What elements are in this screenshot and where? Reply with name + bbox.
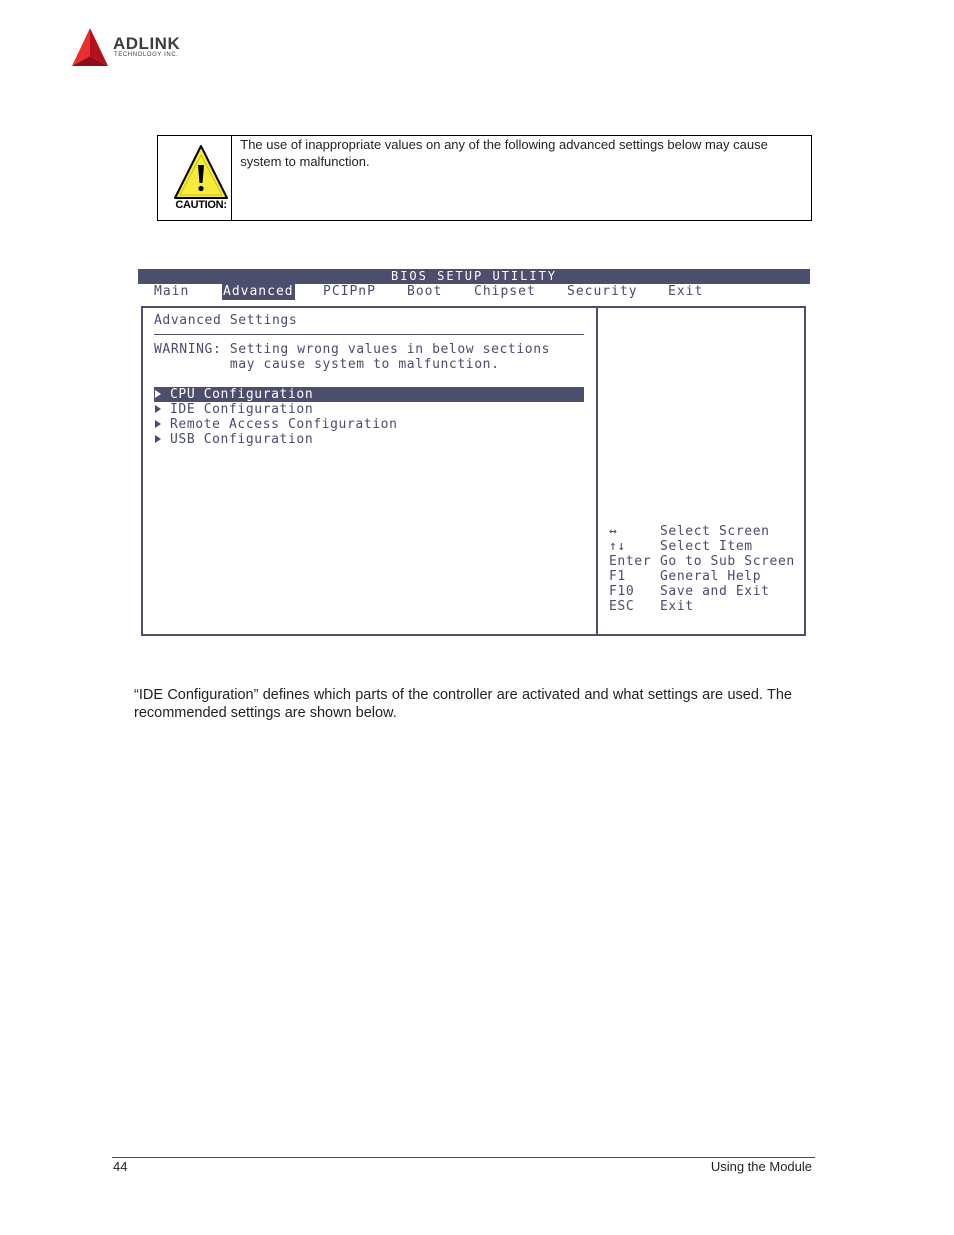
menu-security[interactable]: Security: [567, 284, 638, 299]
body-paragraph: “IDE Configuration” defines which parts of the controller are activated and what settings are used. The recommended settings are shown below.: [134, 687, 792, 721]
page-number: 44: [113, 1159, 128, 1174]
help-desc: Go to Sub Screen: [660, 554, 795, 569]
help-row: [609, 599, 795, 614]
logo-tagline: TECHNOLOGY INC.: [114, 52, 179, 58]
help-key: ESC: [609, 599, 635, 614]
submenu-arrow-icon: [155, 390, 161, 398]
item-label: Remote Access Configuration: [170, 417, 398, 432]
submenu-arrow-icon: [155, 420, 161, 428]
help-key: Enter: [609, 554, 652, 569]
section-title: Advanced Settings: [154, 313, 298, 328]
bios-help-panel: [609, 524, 795, 614]
footer-section-title: Using the Module: [710, 1159, 812, 1174]
help-row: [609, 584, 795, 599]
warning-line-1: WARNING: Setting wrong values in below sections: [154, 342, 551, 357]
bios-panel-divider: [596, 306, 598, 636]
adlink-logo: [68, 26, 208, 72]
bios-title: BIOS SETUP UTILITY: [138, 269, 810, 284]
bios-screen: [138, 269, 810, 639]
item-label: USB Configuration: [170, 432, 314, 447]
menu-pcipnp[interactable]: PCIPnP: [323, 284, 376, 299]
item-cpu-configuration[interactable]: [154, 387, 584, 402]
logo-name: ADLINK: [113, 34, 181, 53]
menu-boot[interactable]: Boot: [407, 284, 443, 299]
caution-box: [157, 135, 812, 221]
section-divider: [154, 334, 584, 335]
help-row: [609, 539, 795, 554]
help-desc: Select Screen: [660, 524, 770, 539]
item-label: IDE Configuration: [170, 402, 314, 417]
help-desc: General Help: [660, 569, 762, 584]
help-desc: Select Item: [660, 539, 753, 554]
help-row: [609, 524, 795, 539]
caution-text: The use of inappropriate values on any of the following advanced settings below may cause system to malfunction.: [240, 137, 768, 169]
footer-divider: [112, 1157, 815, 1158]
item-usb-configuration[interactable]: [154, 432, 586, 447]
item-remote-access-configuration[interactable]: [154, 417, 586, 432]
help-key: ↔: [609, 524, 618, 539]
submenu-arrow-icon: [155, 435, 161, 443]
submenu-arrow-icon: [155, 405, 161, 413]
help-row: [609, 569, 795, 584]
menu-advanced[interactable]: Advanced: [223, 284, 294, 299]
help-desc: Save and Exit: [660, 584, 770, 599]
item-ide-configuration[interactable]: [154, 402, 586, 417]
menu-exit[interactable]: Exit: [668, 284, 704, 299]
bios-menu-bar: [138, 284, 810, 302]
help-key: ↑↓: [609, 539, 626, 554]
caution-icon-cell: [158, 136, 232, 220]
caution-label: CAUTION:: [175, 199, 227, 211]
item-label: CPU Configuration: [170, 387, 314, 402]
warning-line-2: may cause system to malfunction.: [154, 357, 500, 372]
menu-chipset[interactable]: Chipset: [474, 284, 536, 299]
help-key: F10: [609, 584, 635, 599]
adlink-triangle-icon: [68, 26, 112, 70]
menu-main[interactable]: Main: [154, 284, 190, 299]
help-desc: Exit: [660, 599, 694, 614]
help-row: [609, 554, 795, 569]
bios-main-panel: [154, 313, 586, 447]
warning-triangle-icon: [172, 143, 230, 201]
help-key: F1: [609, 569, 626, 584]
